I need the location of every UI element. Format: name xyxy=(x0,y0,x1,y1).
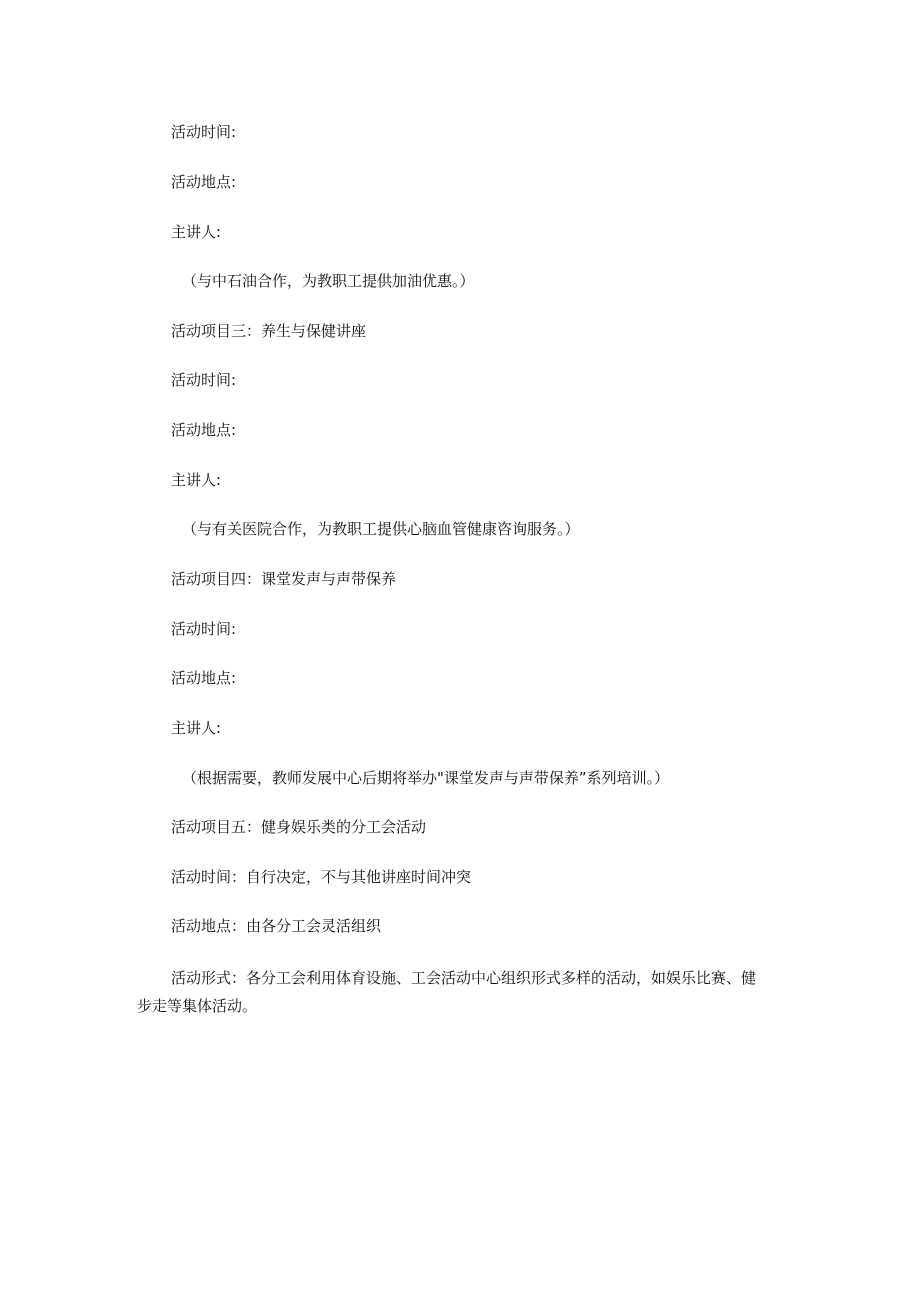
speaker-label-1: 主讲人: xyxy=(171,223,222,241)
activity-time-label-2: 活动时间: xyxy=(171,371,237,389)
activity-time-label-1: 活动时间: xyxy=(171,123,237,141)
note-3: （根据需要，教师发展中心后期将举办"课堂发声与声带保养”系列培训。） xyxy=(182,769,670,787)
activity-item-4-title: 活动项目四：课堂发声与声带保养 xyxy=(171,570,397,588)
activity-location-label-3: 活动地点: xyxy=(171,669,237,687)
activity-time-5: 活动时间：自行决定，不与其他讲座时间冲突 xyxy=(171,868,472,886)
note-2: （与有关医院合作，为教职工提供心脑血管健康咨询服务。） xyxy=(182,520,580,538)
activity-time-label-3: 活动时间: xyxy=(171,620,237,638)
note-1: （与中石油合作，为教职工提供加油优惠。） xyxy=(182,272,475,290)
activity-item-5-title: 活动项目五：健身娱乐类的分工会活动 xyxy=(171,818,427,836)
speaker-label-2: 主讲人: xyxy=(171,471,222,489)
activity-location-5: 活动地点：由各分工会灵活组织 xyxy=(171,917,382,935)
activity-format-paragraph: 活动形式：各分工会利用体育设施、工会活动中心组织形式多样的活动，如娱乐比赛、健步走等集体活动。 xyxy=(137,969,757,1015)
activity-location-label-1: 活动地点: xyxy=(171,173,237,191)
activity-location-label-2: 活动地点: xyxy=(171,421,237,439)
activity-item-3-title: 活动项目三：养生与保健讲座 xyxy=(171,322,367,340)
speaker-label-3: 主讲人: xyxy=(171,719,222,737)
